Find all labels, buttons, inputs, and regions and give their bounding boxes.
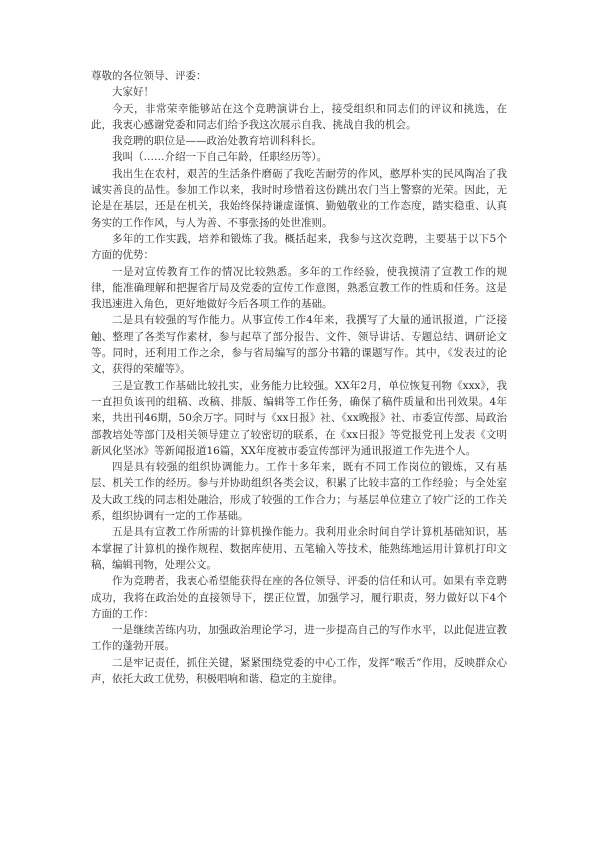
paragraph-advantage-1: 一是对宣传教育工作的情况比较熟悉。多年的工作经验，使我摸清了宣教工作的规律，能准确理解和把握省厅局及党委的宣传工作意图，熟悉宣教工作的性质和任务。这是我迅速进入角色，更好地做好今后各项工作的基础。: [91, 265, 507, 311]
paragraph-plan-2: 二是牢记责任，抓住关键，紧紧围绕党委的中心工作，发挥“喉舌”作用，反映群众心声，依托大政工优势，积极唱响和谐、稳定的主旋律。: [91, 656, 507, 685]
paragraph-position: 我竞聘的职位是——政治处教育培训科科长。: [112, 135, 322, 148]
paragraph-background: 我出生在农村，艰苦的生活条件磨砺了我吃苦耐劳的作风，憨厚朴实的民风陶冶了我诚实善良的品性。参加工作以来，我时时珍惜着这份跳出农门当上警察的光荣。因此，无论是在基层，还是在机关，我始终保持谦虚谨慎、勤勉敬业的工作态度，踏实稳重、认真务实的工作作风，与人为善、不事张扬的处世准则。: [91, 167, 507, 229]
paragraph-advantages-intro: 多年的工作实践，培养和锻炼了我。概括起来，我参与这次竞聘，主要基于以下5个方面的优势：: [91, 232, 507, 262]
paragraph-advantage-5: 五是具有宣教工作所需的计算机操作能力。我利用业余时间自学计算机基础知识，基本掌握了计算机的操作规程、数据库使用、五笔输入等技术，能熟练地运用计算机打印文稿，编辑刊物，处理公文。: [91, 526, 507, 571]
salutation: 尊敬的各位领导、评委：: [91, 70, 207, 82]
greeting: 大家好！: [112, 86, 154, 99]
paragraph-advantage-4: 四是具有较强的组织协调能力。工作十多年来，既有不同工作岗位的锻炼，又有基层、机关工作的经历。参与并协助组织各类会议，积累了比较丰富的工作经验；与全处室及大政工线的同志相处融洽，形成了较强的工作合力；与基层单位建立了较广泛的工作关系，组织协调有一定的工作基础。: [91, 461, 507, 523]
paragraph-plan-1: 一是继续苦练内功，加强政治理论学习，进一步提高自己的写作水平，以此促进宣教工作的蓬勃开展。: [91, 624, 507, 653]
paragraph-advantage-2: 二是具有较强的写作能力。从事宣传工作4年来，我撰写了大量的通讯报道，广泛接触、整理了各类写作素材，参与起草了部分报告、文件、领导讲话、专题总结、调研论文等。同时，还利用工作之余，参与省局编写的部分书籍的课题写作。其中，《发表过的论文，获得的荣耀等》。: [91, 314, 507, 376]
paragraph-advantage-3: 三是宣教工作基础比较扎实，业务能力比较强。XX年2月，单位恢复刊物《xxx》，我一直担负该刊的组稿、改稿、排版、编辑等工作任务，确保了稿件质量和出刊效果。4年来，共出刊46期，50余万字。同时与《xx日报》社、《xx晚报》社、市委宣传部、局政治部教培处等部门及相关领导建立了较密切的联系，在《xx日报》等党报党刊上发表《文明新风化坚冰》等新闻报道16篇，XX年度被市委宣传部评为通讯报道工作先进个人。: [91, 379, 507, 457]
paragraph-introduction: 我叫（……介绍一下自己年龄，任职经历等）。: [112, 151, 328, 164]
speech-text: [91, 68, 507, 687]
paragraph-opening: 今天，非常荣幸能够站在这个竞聘演讲台上，接受组织和同志们的评议和挑选，在此，我衷心感谢党委和同志们给予我这次展示自我、挑战自我的机会。: [91, 102, 507, 131]
paragraph-plans-intro: 作为竞聘者，我衷心希望能获得在座的各位领导、评委的信任和认可。如果有幸竞聘成功，我将在政治处的直接领导下，摆正位置，加强学习，履行职责，努力做好以下4个方面的工作：: [91, 575, 507, 620]
